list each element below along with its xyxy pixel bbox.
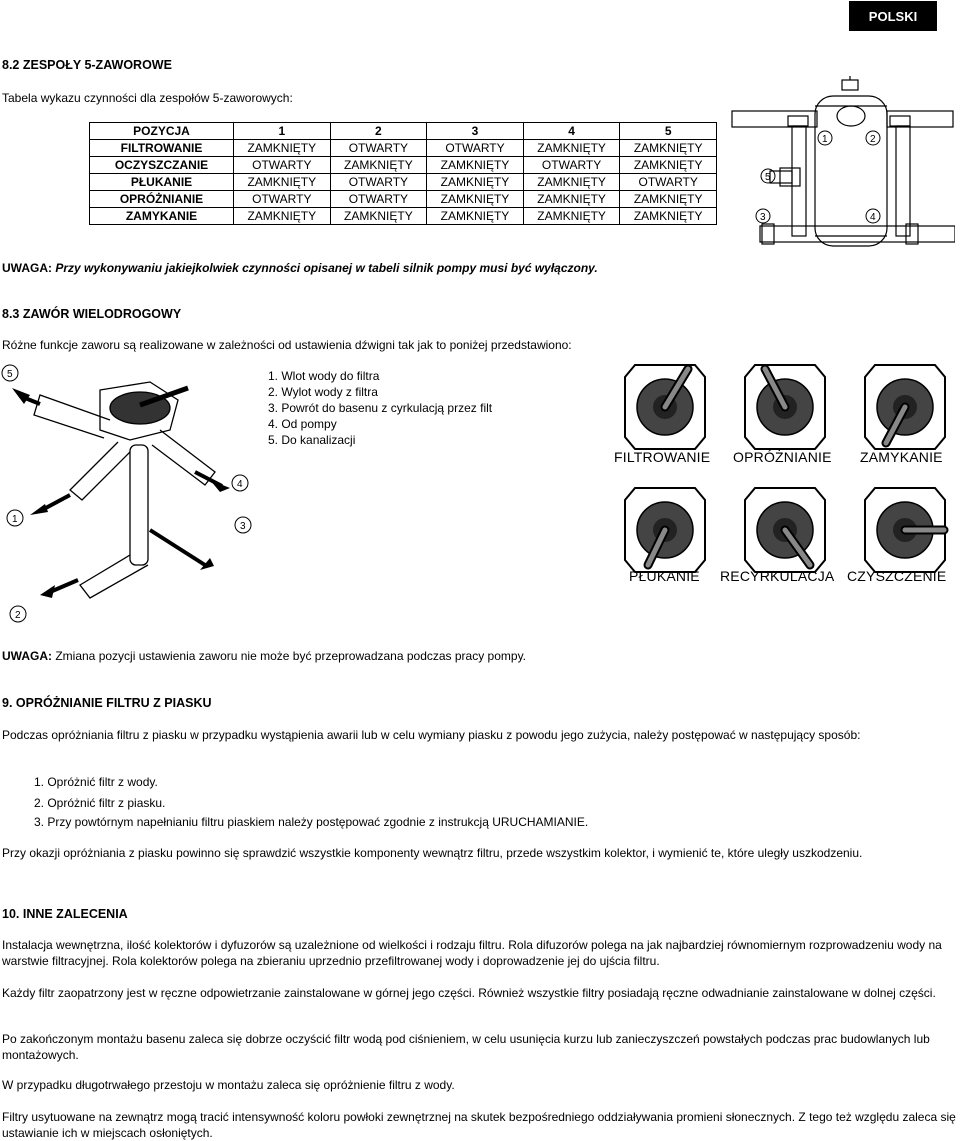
- filter-valve-number: 1: [822, 134, 828, 145]
- section-10-paragraph: Instalacja wewnętrzna, ilość kolektorów i dyfuzorów są uzależnione od wielkości i rodzaju filtru. Rola difuzorów polega na jak najbardziej równomiernym rozprowadzeniu wody na warstwie filtracyjnej. Rola kolektorów polega na zbieraniu uprzednio przefiltrowanej wody i doprowadzenie jej do ujścia filtru.: [2, 938, 942, 968]
- section-10-paragraph: Filtry usytuowane na zewnątrz mogą tracić intensywność koloru powłoki zewnętrznej na skutek bezpośredniego oddziaływania promieni słonecznych. Z tego też względu zaleca się ustawianie ich w miejscach osłoniętych.: [2, 1110, 956, 1140]
- section-9-intro: Podczas opróżniania filtru z piasku w przypadku wystąpienia awarii lub w celu wymiany piasku z powodu jego zużycia, należy postępować w następujący sposób:: [2, 728, 861, 742]
- table-row: [90, 208, 717, 225]
- section-10-heading: 10. INNE ZALECENIA: [2, 907, 128, 921]
- legend-item: 3. Powrót do basenu z cyrkulacją przez filt: [268, 401, 493, 415]
- section-10-paragraph: W przypadku długotrwałego przestoju w montażu zaleca się opróżnienie filtru z wody.: [2, 1078, 455, 1092]
- section-10-paragraph: Po zakończonym montażu basenu zaleca się dobrze oczyścić filtr wodą pod ciśnieniem, w celu usunięcia kurzu lub zanieczyszczeń powstałych podczas prac budowlanych lub montażowych.: [2, 1032, 930, 1062]
- section-10-paragraph: Każdy filtr zaopatrzony jest w ręczne odpowietrzanie zainstalowane w górnej jego części. Również wszystkie filtry posiadają ręczne odwadnianie zainstalowane w dolnej części.: [2, 986, 936, 1000]
- valve-port-number: 5: [7, 369, 13, 380]
- table-cell: OTWARTY: [620, 174, 717, 191]
- table-header-cell: 4: [523, 123, 620, 140]
- table-cell: ZAMKNIĘTY: [620, 191, 717, 208]
- section-8-3-heading: 8.3 ZAWÓR WIELODROGOWY: [2, 307, 182, 321]
- row-label: ZAMYKANIE: [90, 208, 234, 225]
- filter-valve-number: 5: [765, 172, 771, 183]
- position-czyszczenie-icon: [865, 488, 945, 572]
- table-header-cell: 2: [330, 123, 427, 140]
- section-8-2-intro: Tabela wykazu czynności dla zespołów 5-zaworowych:: [2, 91, 293, 105]
- filter-valve-set-illustration: [730, 76, 955, 266]
- filter-valve-number: 4: [870, 212, 876, 223]
- table-cell: OTWARTY: [330, 191, 427, 208]
- table-cell: OTWARTY: [330, 140, 427, 157]
- table-row: [90, 191, 717, 208]
- position-label: ZAMYKANIE: [860, 449, 943, 465]
- table-cell: ZAMKNIĘTY: [523, 191, 620, 208]
- filter-valve-labels: [756, 131, 880, 223]
- table-cell: ZAMKNIĘTY: [330, 157, 427, 174]
- position-plukanie-icon: [625, 488, 705, 572]
- position-label: RECYRKULACJA: [720, 568, 835, 584]
- section-9-step: 2. Opróżnić filtr z piasku.: [34, 796, 166, 810]
- note-text: Zmiana pozycji ustawienia zaworu nie może być przeprowadzana podczas pracy pompy.: [55, 649, 527, 663]
- filter-valve-number: 2: [870, 134, 876, 145]
- valve-port-number: 2: [15, 610, 21, 621]
- valve-port-number: 1: [12, 514, 18, 525]
- table-cell: ZAMKNIĘTY: [234, 140, 331, 157]
- section-9-heading: 9. OPRÓŻNIANIE FILTRU Z PIASKU: [2, 696, 212, 710]
- position-filtrowanie-icon: [625, 365, 705, 449]
- table-cell: OTWARTY: [234, 191, 331, 208]
- legend-item: 5. Do kanalizacji: [268, 433, 356, 447]
- row-label: PŁUKANIE: [90, 174, 234, 191]
- note-text: Przy wykonywaniu jakiejkolwiek czynności opisanej w tabeli silnik pompy musi być wyłączony.: [55, 261, 598, 275]
- section-9-after: Przy okazji opróżniania z piasku powinno się sprawdzić wszystkie komponenty wewnątrz filtru, przede wszystkim kolektor, i wymienić te, które uległy uszkodzeniu.: [2, 846, 863, 860]
- position-recyrkulacja-icon: [745, 488, 825, 572]
- valve-port-legend: [268, 368, 492, 448]
- table-cell: ZAMKNIĘTY: [523, 208, 620, 225]
- table-cell: ZAMKNIĘTY: [234, 208, 331, 225]
- row-label: OPRÓŻNIANIE: [90, 191, 234, 208]
- table-cell: ZAMKNIĘTY: [427, 174, 524, 191]
- table-cell: ZAMKNIĘTY: [620, 208, 717, 225]
- valve-port-number: 3: [240, 521, 246, 532]
- valve-positions-grid: [610, 355, 960, 590]
- table-cell: ZAMKNIĘTY: [234, 174, 331, 191]
- position-label: CZYSZCZENIE: [847, 568, 947, 584]
- table-header-cell: 1: [234, 123, 331, 140]
- section-9-step: 3. Przy powtórnym napełnianiu filtru piaskiem należy postępować zgodnie z instrukcją URUCHAMIANIE.: [34, 815, 589, 829]
- position-label: OPRÓŻNIANIE: [733, 449, 832, 465]
- section-8-3-note: [2, 648, 526, 664]
- valve-port-number: 4: [237, 479, 243, 490]
- table-row: [90, 157, 717, 174]
- table-row: [90, 140, 717, 157]
- legend-item: 2. Wylot wody z filtra: [268, 385, 378, 399]
- multiport-valve-illustration: [0, 360, 265, 625]
- table-cell: ZAMKNIĘTY: [330, 208, 427, 225]
- section-8-3-intro: Różne funkcje zaworu są realizowane w zależności od ustawienia dźwigni tak jak to poniżej przedstawiono:: [2, 338, 572, 352]
- table-cell: ZAMKNIĘTY: [620, 140, 717, 157]
- row-label: OCZYSZCZANIE: [90, 157, 234, 174]
- table-header-row: [90, 123, 717, 140]
- table-cell: ZAMKNIĘTY: [427, 191, 524, 208]
- table-cell: ZAMKNIĘTY: [523, 140, 620, 157]
- table-cell: OTWARTY: [330, 174, 427, 191]
- position-label: PŁUKANIE: [629, 568, 700, 584]
- section-9-step: 1. Opróżnić filtr z wody.: [34, 775, 158, 789]
- note-label: UWAGA:: [2, 261, 52, 275]
- section-8-2-note: [2, 260, 598, 276]
- table-row: [90, 174, 717, 191]
- table-cell: OTWARTY: [523, 157, 620, 174]
- table-header-cell: 5: [620, 123, 717, 140]
- table-header-cell: 3: [427, 123, 524, 140]
- operations-table: [89, 122, 717, 225]
- table-cell: ZAMKNIĘTY: [523, 174, 620, 191]
- legend-item: 1. Wlot wody do filtra: [268, 369, 380, 383]
- table-cell: OTWARTY: [234, 157, 331, 174]
- language-badge: POLSKI: [849, 1, 937, 31]
- filter-valve-number: 3: [760, 212, 766, 223]
- table-cell: ZAMKNIĘTY: [620, 157, 717, 174]
- note-label: UWAGA:: [2, 649, 52, 663]
- section-8-2-heading: 8.2 ZESPOŁY 5-ZAWOROWE: [2, 58, 172, 72]
- position-label: FILTROWANIE: [614, 449, 711, 465]
- table-cell: ZAMKNIĘTY: [427, 157, 524, 174]
- legend-item: 4. Od pompy: [268, 417, 337, 431]
- table-cell: OTWARTY: [427, 140, 524, 157]
- position-oprozniane-icon: [745, 365, 825, 449]
- row-label: FILTROWANIE: [90, 140, 234, 157]
- table-header-cell: POZYCJA: [90, 123, 234, 140]
- position-zamykanie-icon: [865, 365, 945, 449]
- table-cell: ZAMKNIĘTY: [427, 208, 524, 225]
